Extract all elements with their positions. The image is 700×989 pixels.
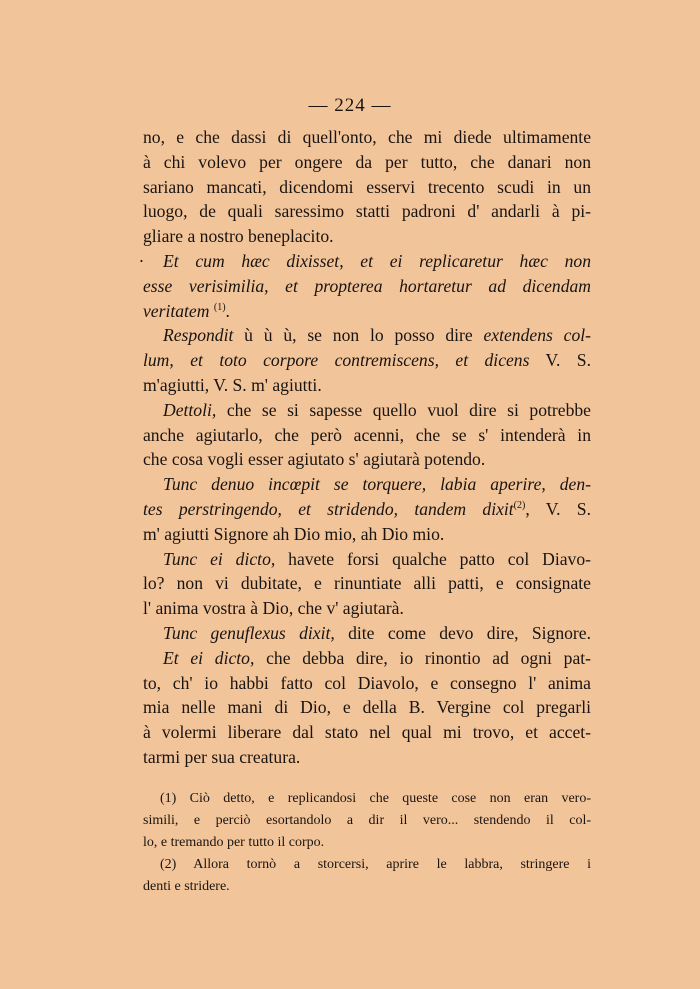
text-line: veritatem $^{(1)}$. [143, 300, 230, 321]
text-line: Tunc ei dicto, havete forsi qualche patto col Diavo- [163, 548, 591, 569]
footnote-ref-2[interactable]: (2) [513, 499, 526, 511]
footnote-2-line: denti e stridere. [143, 879, 230, 894]
text-line: luogo, de quali saressimo statti padroni d' andarli à pi- [143, 201, 591, 222]
text-line: lum, et toto corpore contremiscens, et dicens V. S. [143, 350, 591, 371]
footnote-ref-1[interactable]: (1) [213, 301, 226, 313]
footnotes [143, 788, 591, 898]
text-line: to, ch' io habbi fatto col Diavolo, e consegno l' anima [143, 672, 591, 693]
text-line: Et ei dicto, che debba dire, io rinontio ad ogni pat- [163, 647, 591, 668]
text-line: m'agiutti, V. S. m' agiutti. [143, 374, 322, 395]
text-line: à volermi liberare dal stato nel qual mi trovo, et accet- [143, 722, 591, 743]
text-line: lo? non vi dubitate, e rinuntiate alli patti, e consignate [143, 573, 591, 594]
text-line: tes perstringendo, et stridendo, tandem dixit$^{(2)}$, V. S. [143, 498, 591, 519]
text-line: esse verisimilia, et propterea hortaretur ad dicendam [143, 275, 591, 296]
footnote-1-line: lo, e tremando per tutto il corpo. [143, 835, 325, 850]
text-line: Tunc genuflexus dixit, dite come devo dire, Signore. [163, 622, 591, 643]
page-number: — 224 — [308, 95, 392, 116]
text-line: m' agiutti Signore ah Dio mio, ah Dio mio. [143, 523, 445, 544]
text-line: tarmi per sua creatura. [143, 746, 301, 767]
text-line: no, e che dassi di quell'onto, che mi diede ultimamente [143, 127, 591, 147]
text-line: à chi volevo per ongere da per tutto, che danari non [143, 151, 591, 172]
text-line: Respondit ù ù ù, se non lo posso dire extendens col- [163, 325, 591, 346]
text-line: che cosa vogli esser agiutato s' agiutarà potendo. [143, 449, 486, 470]
text-line: sariano mancati, dicendomi esservi trecento scudi in un [143, 176, 591, 197]
footnote-2-line: (2) Allora tornò a storcersi, aprire le labbra, stringere i [160, 857, 591, 872]
footnote-1-line: (1) Ciò detto, e replicandosi che queste cose non eran vero- [160, 791, 591, 806]
bullet-mark: · [139, 250, 144, 271]
text-line: l' anima vostra à Dio, che v' agiutarà. [143, 598, 404, 619]
text-line: anche agiutarlo, che però acenni, che se s' intenderà in [143, 424, 591, 445]
footnote-1-line: simili, e perciò esortandolo a dir il vero... stendendo il col- [143, 813, 591, 828]
main-text [139, 125, 591, 770]
text-line: Dettoli, che se si sapesse quello vuol dire si potrebbe [163, 399, 591, 420]
text-line: Tunc denuo incœpit se torquere, labia aperire, den- [163, 474, 591, 495]
text-line: gliare a nostro beneplacito. [143, 226, 334, 247]
text-line: · Et cum hæc dixisset, et ei replicaretur hæc non [143, 249, 591, 274]
text-line: mia nelle mani di Dio, e della B. Vergine col pregarli [143, 697, 591, 718]
